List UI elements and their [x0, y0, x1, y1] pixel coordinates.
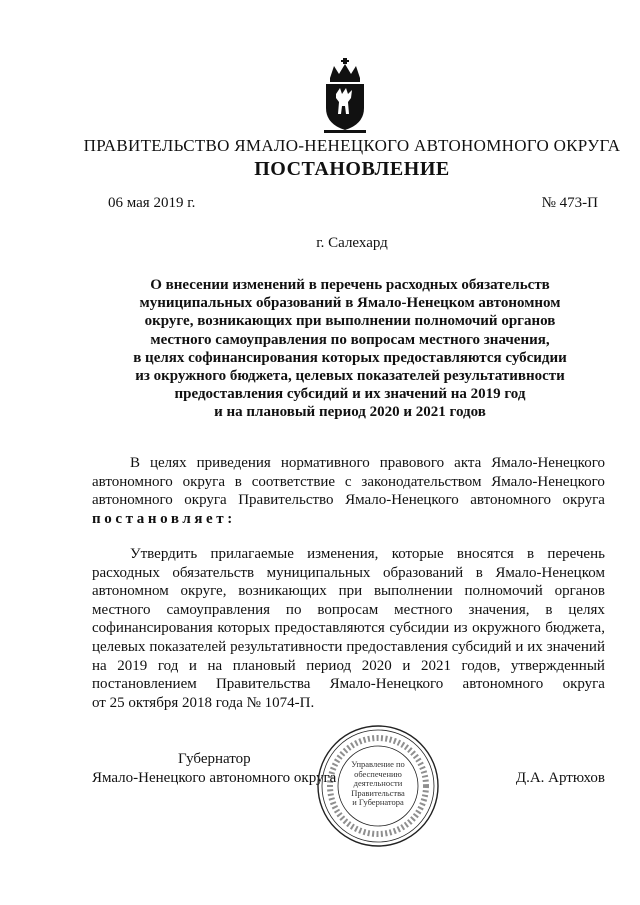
word: полномочий [464, 583, 543, 600]
word: автономном [92, 583, 169, 600]
word: местного [394, 601, 453, 618]
word: округа [182, 473, 225, 490]
word: приведения [196, 455, 271, 471]
paragraph-line [92, 545, 605, 564]
paragraph-line [92, 582, 605, 601]
word: и [402, 657, 411, 674]
word: правового [379, 455, 445, 471]
paragraph-line [92, 657, 605, 676]
word: перечень [547, 546, 605, 562]
heading-line: в целях софинансирования которых предоставляются субсидии [133, 349, 567, 366]
word: вносятся [456, 546, 514, 562]
heading-line: округе, возникающих при выполнении полномочий органов [144, 313, 556, 330]
word: автономного [92, 492, 173, 509]
word: предоставления [346, 638, 448, 655]
coat-of-arms-icon [318, 58, 372, 134]
word: округа [562, 492, 605, 509]
word: Правительства [215, 676, 311, 693]
word: нормативного [280, 455, 370, 471]
word: предоставляются [274, 620, 385, 637]
word: которые [391, 546, 444, 562]
signer-region: Ямало-Ненецкого автономного округа [92, 770, 337, 786]
document-heading [110, 276, 590, 422]
word: с [344, 473, 352, 490]
paragraph-line [92, 564, 605, 583]
word: расходных [92, 564, 160, 581]
word: при [338, 583, 363, 600]
heading-line: и на плановый период 2020 и 2021 годов [214, 404, 486, 421]
document-number: № 473-П [541, 195, 598, 211]
word: целях [150, 455, 187, 471]
word: автономного [470, 492, 552, 509]
word: плановый [232, 657, 296, 674]
heading-line: из окружного бюджета, целевых показателей результативности [135, 368, 565, 385]
word: Ямало-Ненецкого [491, 455, 605, 471]
seal-text [340, 760, 416, 808]
word: Ямало-Ненецкого [345, 492, 459, 509]
seal-line: Управление по [351, 759, 405, 769]
organization-title: ПРАВИТЕЛЬСТВО ЯМАЛО-НЕНЕЦКОГО АВТОНОМНОГО ОКРУГА [83, 136, 621, 155]
word: Ямало-Ненецкого [329, 676, 444, 693]
paragraph-line [92, 601, 605, 620]
word: и [188, 657, 197, 674]
word: значения, [468, 601, 530, 618]
paragraph-line [92, 473, 605, 492]
word: на [207, 657, 223, 674]
word: субсидии [389, 620, 450, 637]
word: утвержденный [510, 657, 605, 674]
word: из [453, 620, 468, 637]
word: и [515, 638, 524, 655]
heading-line: муниципальных образований в Ямало-Ненецком автономном [139, 295, 561, 312]
paragraph-line [92, 454, 605, 473]
word: изменения, [307, 546, 379, 562]
seal-line: Правительства [351, 787, 405, 798]
word: местного [92, 601, 151, 618]
paragraph-line [92, 638, 605, 657]
word: прилагаемые [210, 546, 294, 562]
word: в [234, 473, 242, 490]
resolution-paragraph [92, 545, 605, 712]
word: в [545, 601, 553, 618]
word: результативности [230, 638, 343, 655]
word: обязательств [172, 564, 255, 581]
word: автономного [92, 473, 173, 490]
signer-name: Д.А. Артюхов [515, 770, 605, 786]
word: период [306, 657, 352, 674]
preamble-paragraph [92, 454, 605, 528]
word: в [527, 546, 535, 562]
word: показателей [149, 638, 227, 655]
word: бюджета, [545, 620, 605, 637]
word: целевых [92, 638, 146, 655]
heading-line: предоставления субсидий и их значений на 2019 год [174, 386, 526, 403]
word: Ямало-Ненецком [495, 564, 605, 581]
word: в [475, 564, 483, 581]
seal-line: деятельности [353, 778, 403, 788]
document-city: г. Салехард [316, 235, 388, 251]
word: соответствие [251, 473, 336, 490]
word: годов, [461, 657, 501, 674]
word: субсидий [451, 638, 512, 655]
document-type: ПОСТАНОВЛЕНИЕ [254, 158, 450, 180]
paragraph-line [92, 675, 605, 694]
word: Утвердить [130, 546, 198, 562]
paragraph-line [92, 619, 605, 638]
word: Правительство [238, 492, 334, 509]
word: самоуправления [166, 601, 271, 618]
word: 2021 [420, 657, 451, 674]
word: округе, [180, 583, 227, 600]
paragraph-line [92, 491, 605, 510]
word: их [527, 638, 543, 655]
word: софинансирования [92, 620, 213, 637]
word: округа [184, 492, 227, 509]
word: которых [217, 620, 271, 637]
word: В [130, 455, 141, 471]
word: округа [562, 676, 605, 693]
resolves-word: постановляет: [92, 510, 236, 527]
word: образований [382, 564, 464, 581]
paragraph-line: от 25 октября 2018 года № 1074-П. [92, 694, 315, 711]
signer-position: Губернатор [178, 751, 251, 767]
word: 2020 [361, 657, 392, 674]
word: по [285, 601, 302, 618]
word: год [157, 657, 179, 674]
word: автономного [462, 676, 544, 693]
word: вопросам [317, 601, 379, 618]
word: на [92, 657, 107, 674]
word: окружного [472, 620, 541, 637]
word: постановлением [92, 676, 197, 693]
word: выполнении [373, 583, 453, 600]
word: возникающих [238, 583, 327, 600]
document-date: 06 мая 2019 г. [108, 195, 196, 211]
word: целях [568, 601, 605, 618]
heading-line: О внесении изменений в перечень расходных обязательств [150, 277, 550, 293]
word: органов [554, 583, 605, 600]
word: акта [454, 455, 482, 471]
word: 2019 [117, 657, 148, 674]
word: значений [546, 638, 605, 655]
heading-line: местного самоуправления по вопросам местного значения, [150, 331, 550, 348]
word: муниципальных [266, 564, 371, 581]
word: законодательством [361, 473, 482, 490]
seal-line: обеспечению [354, 768, 402, 779]
word: Ямало-Ненецкого [491, 473, 605, 490]
seal-line: и Губернатора [352, 797, 404, 807]
